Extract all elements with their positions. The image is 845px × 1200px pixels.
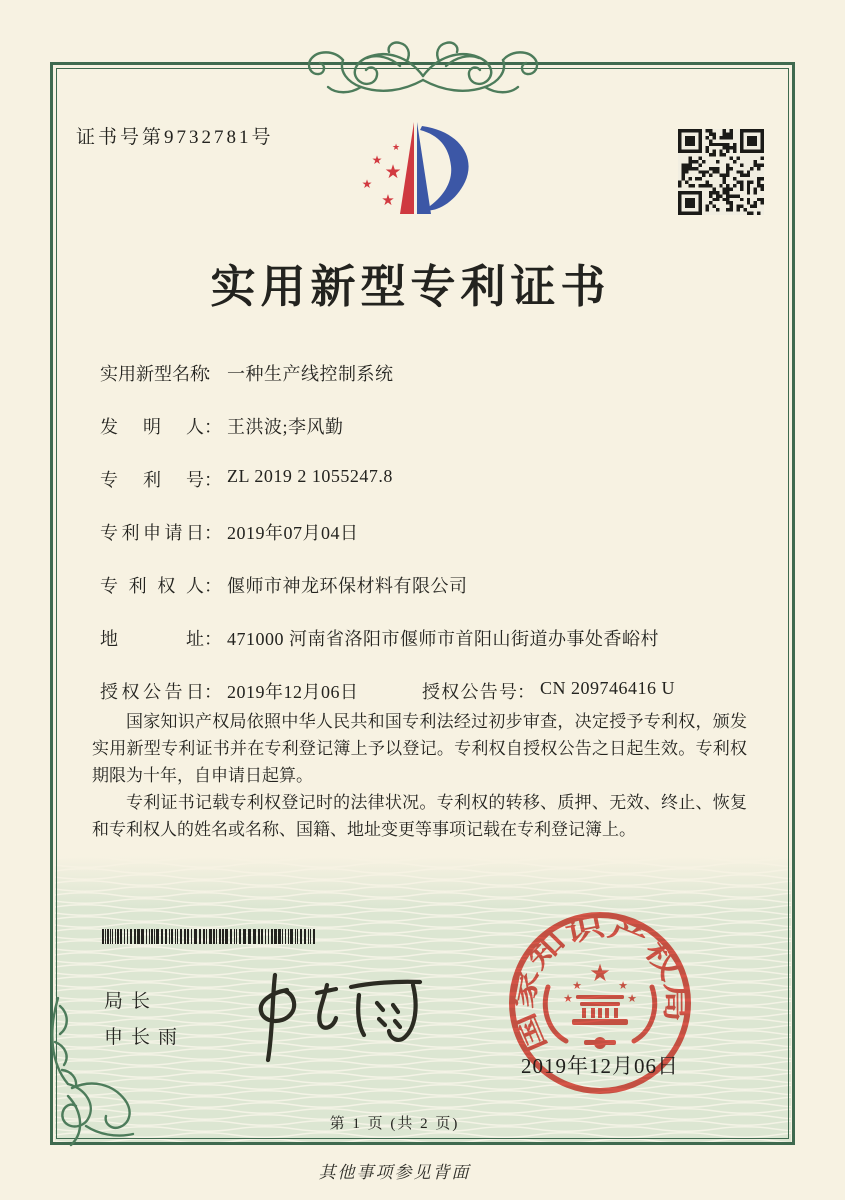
seal-circular-text: 国家知识产权局 <box>507 912 691 1057</box>
certificate-body <box>92 708 747 843</box>
seal-national-emblem <box>545 959 654 1049</box>
field-label: 专利申请日 <box>100 523 204 543</box>
logo-spire-right <box>417 122 431 214</box>
field-colon: ： <box>204 576 222 596</box>
field-value: 471000 河南省洛阳市偃师市首阳山街道办事处香峪村 <box>227 629 659 649</box>
certificate-number: 证书号第9732781号 <box>76 127 274 148</box>
field-row-grant-number <box>422 678 675 704</box>
svg-text:★: ★ <box>627 992 637 1005</box>
svg-text:★: ★ <box>361 177 373 191</box>
seal-date: 2019年12月06日 <box>521 1054 679 1078</box>
svg-text:★: ★ <box>384 161 402 183</box>
qr-code <box>678 129 764 215</box>
field-row-grant-date <box>100 678 359 704</box>
barcode <box>100 929 320 944</box>
svg-text:★: ★ <box>381 191 395 209</box>
field-label: 实用新型名称 <box>100 364 208 384</box>
field-value: ZL 2019 2 1055247.8 <box>227 466 393 486</box>
signer-title: 局长 <box>104 991 159 1012</box>
field-label: 专利号 <box>100 470 204 490</box>
field-value: 一种生产线控制系统 <box>227 364 394 384</box>
field-row-inventor <box>100 413 344 439</box>
field-label: 发明人 <box>100 417 204 437</box>
field-label: 专利权人 <box>100 576 204 596</box>
field-label: 地址 <box>100 629 204 649</box>
field-row-patent-no <box>100 466 393 492</box>
svg-text:★: ★ <box>618 979 628 992</box>
signature-shen-changyu <box>235 955 450 1070</box>
field-value: 2019年07月04日 <box>227 523 359 543</box>
svg-text:★: ★ <box>572 979 582 992</box>
field-colon: ： <box>517 682 535 702</box>
body-paragraph-2: 专利证书记载专利权登记时的法律状况。专利权的转移、质押、无效、终止、恢复和专利权人的姓名或名称、国籍、地址变更等事项记载在专利登记簿上。 <box>92 793 747 839</box>
field-row-filing-date <box>100 519 359 545</box>
page-indicator: 第 1 页 (共 2 页) <box>329 1116 460 1132</box>
field-row-name <box>100 360 394 386</box>
field-colon: ： <box>204 523 222 543</box>
field-row-address <box>100 625 659 651</box>
field-colon: ： <box>204 470 222 490</box>
body-paragraph-1: 国家知识产权局依照中华人民共和国专利法经过初步审查，决定授予专利权，颁发实用新型专利证书并在专利登记簿上予以登记。专利权自授权公告之日起生效。专利权期限为十年，自申请日起算。 <box>92 712 747 785</box>
svg-text:★: ★ <box>371 153 383 167</box>
logo-spire-left <box>400 122 414 214</box>
signer-name: 申长雨 <box>104 1027 186 1048</box>
field-colon: ： <box>204 417 222 437</box>
field-row-patentee <box>100 572 468 598</box>
field-colon: ： <box>204 629 222 649</box>
certificate-title: 实用新型专利证书 <box>210 262 611 312</box>
svg-text:★: ★ <box>391 143 401 153</box>
band-top-fade <box>55 856 791 908</box>
field-colon: ： <box>204 364 222 384</box>
field-value: 偃师市神龙环保材料有限公司 <box>227 576 468 596</box>
field-label: 授权公告号 <box>422 682 517 702</box>
logo-stars <box>362 143 402 209</box>
cnipa-logo <box>352 116 482 224</box>
field-value: CN 209746416 U <box>540 678 676 698</box>
field-value: 2019年12月06日 <box>227 682 359 702</box>
field-label: 授权公告日 <box>100 682 204 702</box>
top-flourish-ornament <box>288 36 558 108</box>
back-note: 其他事项参见背面 <box>318 1163 471 1182</box>
field-value: 王洪波;李风勤 <box>227 417 344 437</box>
svg-text:★: ★ <box>563 992 573 1005</box>
svg-text:★: ★ <box>589 959 611 987</box>
field-colon: ： <box>204 682 222 702</box>
